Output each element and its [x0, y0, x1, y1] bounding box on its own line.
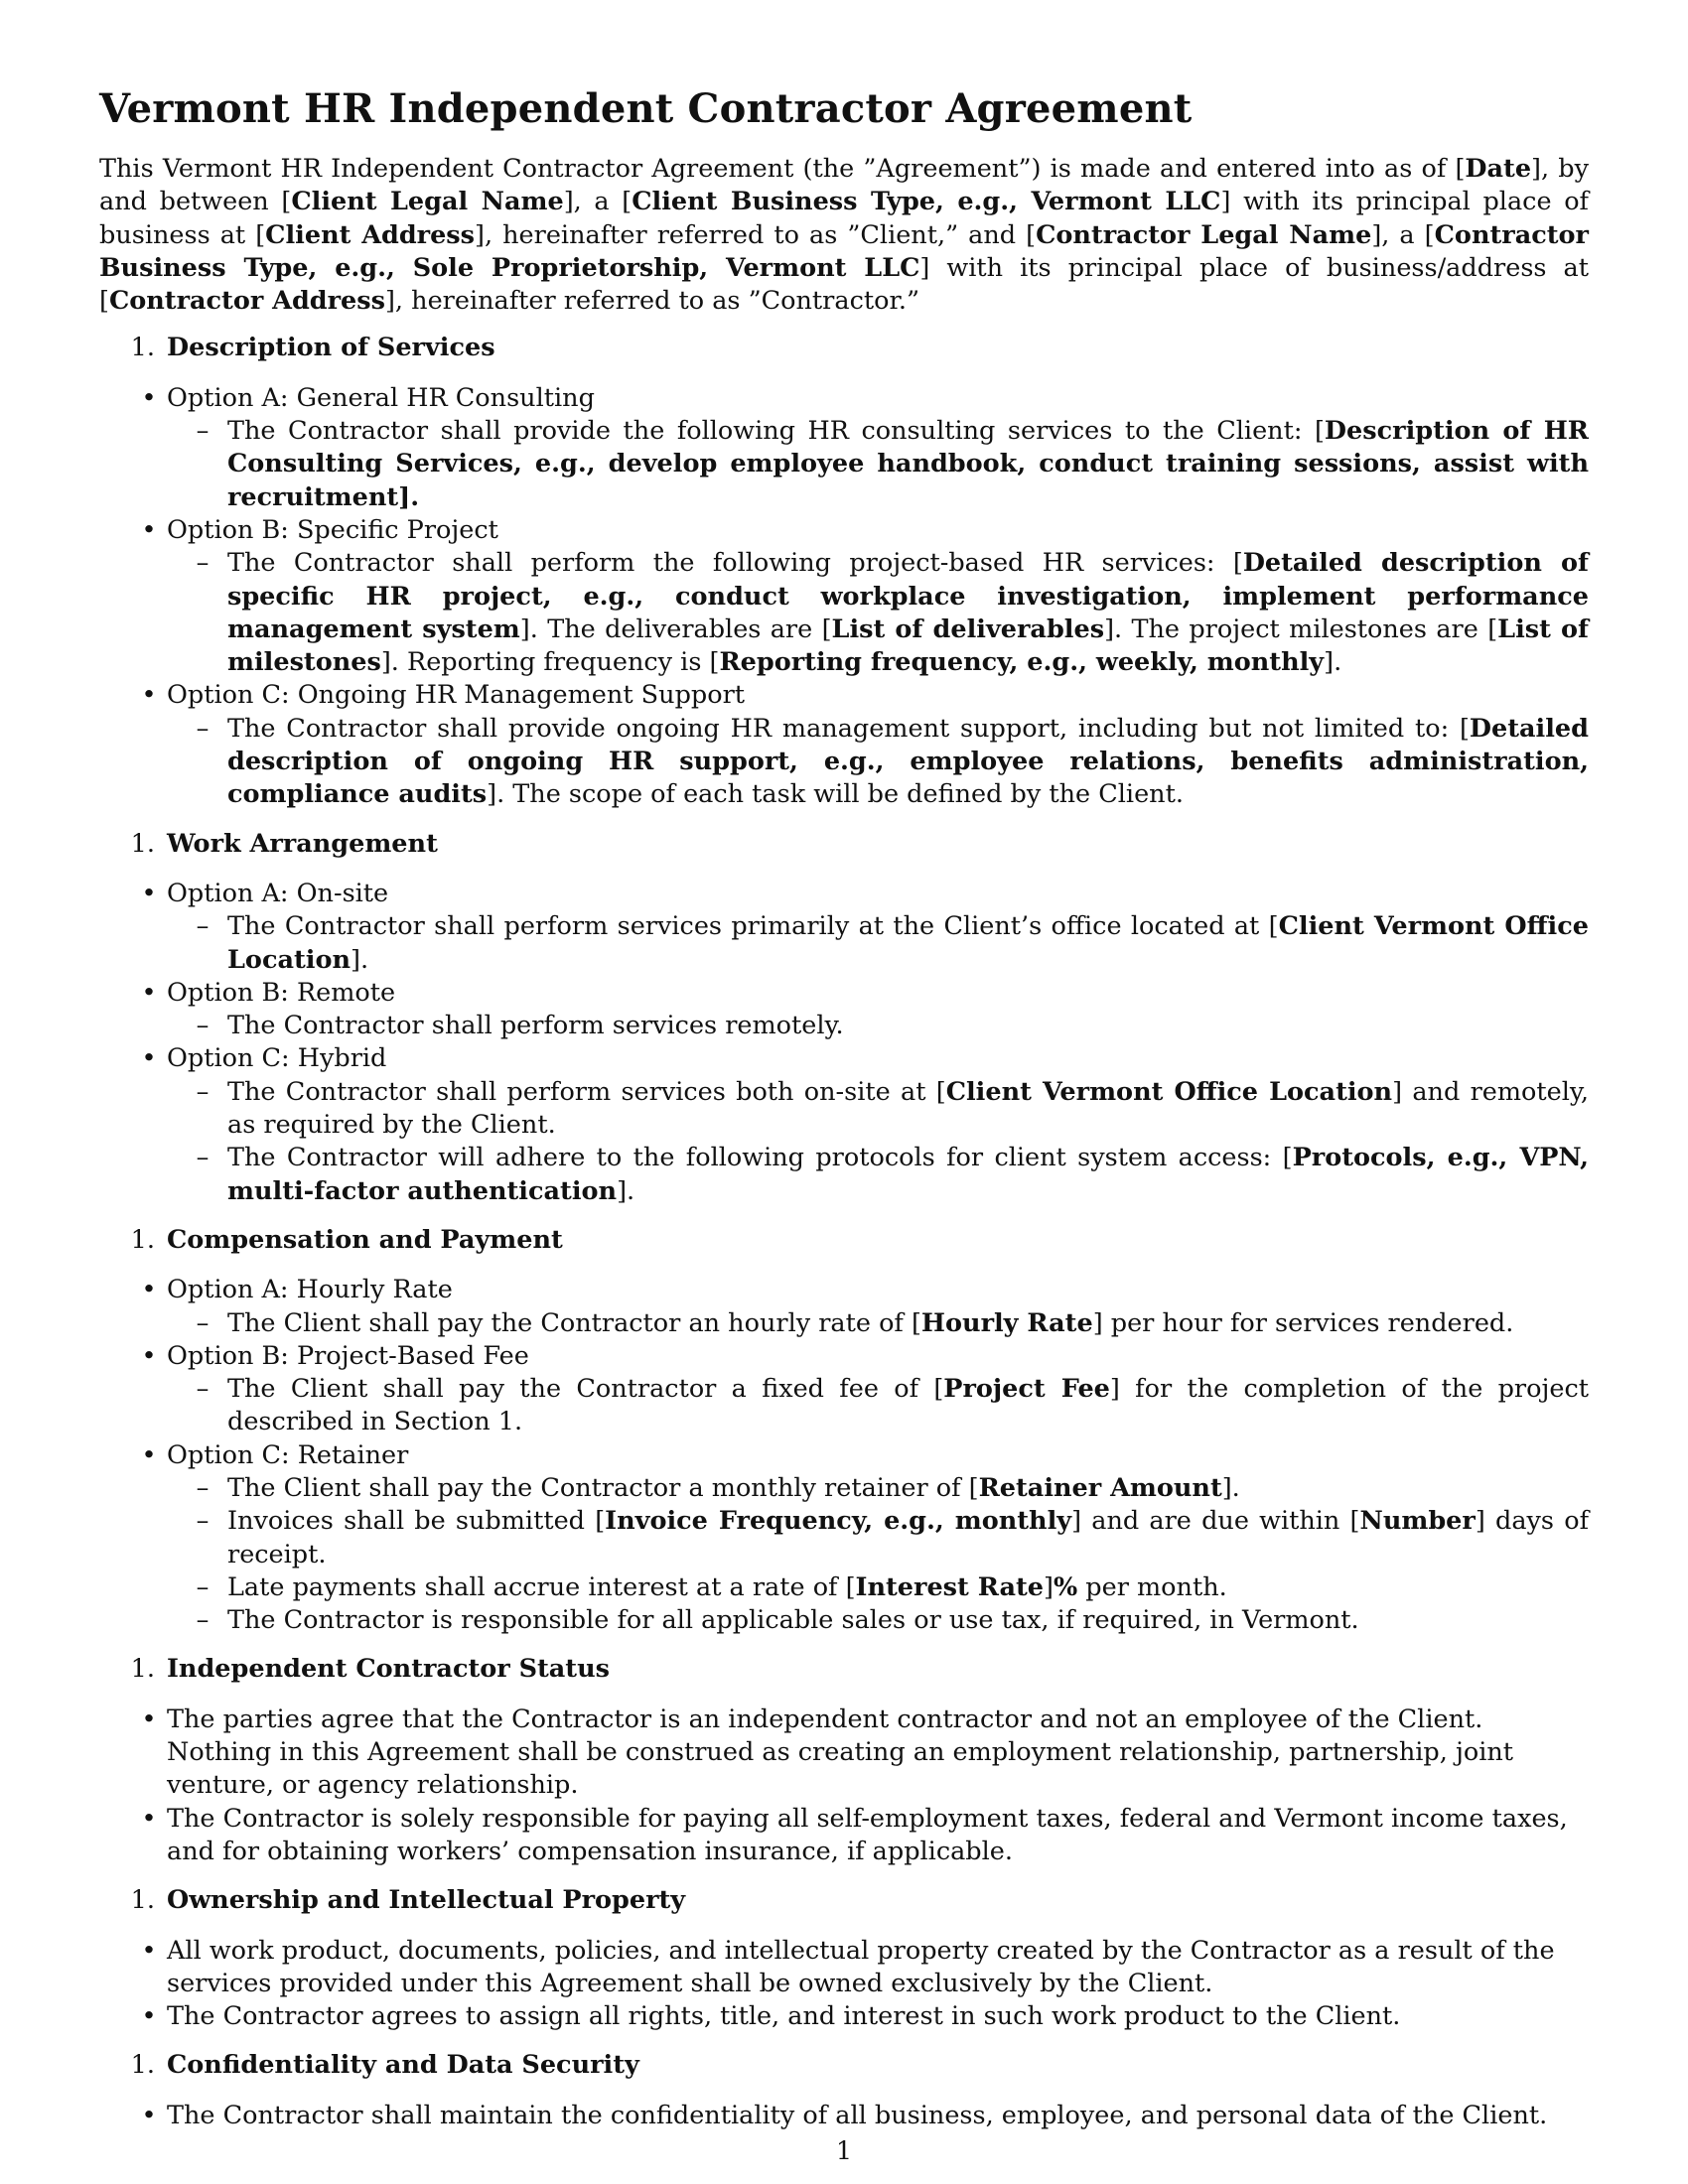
text-run: The Contractor shall provide ongoing HR management support, including but not limited to: [	[227, 713, 1470, 744]
sub-list	[167, 547, 1589, 679]
text-run: ], hereinafter referred to as ”Contractor.”	[384, 286, 919, 317]
section	[99, 828, 1589, 1208]
sub-list	[167, 910, 1589, 977]
text-run: The Contractor is responsible for all applicable sales or use tax, if required, in Vermont.	[227, 1605, 1359, 1636]
text-run: The Client shall pay the Contractor a monthly retainer of [	[227, 1472, 979, 1503]
list-item	[99, 382, 1589, 514]
text-run: ] per hour for services rendered.	[1092, 1307, 1514, 1338]
text-run: Late payments shall accrue interest at a rate of [	[227, 1571, 856, 1602]
section-title: Independent Contractor Status	[167, 1654, 610, 1685]
placeholder-field: Number	[1359, 1506, 1476, 1537]
section-number: 1.	[130, 1654, 155, 1685]
sub-list-item	[167, 415, 1589, 514]
sub-list-item	[167, 1505, 1589, 1571]
list-item	[99, 1935, 1589, 2001]
bullet-icon: •	[141, 1275, 157, 1305]
list-item	[99, 514, 1589, 679]
bullet-icon: •	[141, 1439, 157, 1470]
text-run: The Client shall pay the Contractor an hourly rate of [	[227, 1307, 921, 1338]
section-number: 1.	[130, 1224, 155, 1255]
dash-icon: –	[196, 1374, 210, 1405]
placeholder-field: Detailed description of specific HR project, e.g., conduct workplace investigation, implement performance management system	[227, 548, 1590, 644]
list-item-text	[167, 1043, 386, 1073]
text-run: The Contractor shall perform services remotely.	[227, 1011, 844, 1041]
placeholder-field: Project Fee	[943, 1374, 1110, 1405]
bullet-icon: •	[141, 1704, 157, 1734]
text-run: ] and remotely, as required by the Client.	[227, 1076, 1589, 1141]
intro-paragraph	[99, 153, 1589, 318]
text-run: Invoices shall be submitted [	[227, 1506, 606, 1537]
section-title: Compensation and Payment	[167, 1224, 563, 1255]
section-heading	[99, 2049, 1589, 2082]
list-item-text	[167, 1936, 1555, 1998]
placeholder-field: Interest Rate	[855, 1571, 1044, 1602]
list-item-text	[167, 1275, 453, 1304]
text-run: ] for the completion of the project described in Section 1.	[227, 1374, 1589, 1437]
sub-list-item	[167, 1307, 1589, 1340]
list-item	[99, 1704, 1589, 1803]
text-run: The Contractor is solely responsible for paying all self-employment taxes, federal and Vermont income taxes, and for obtaining workers’ compensation insurance, if applicable.	[167, 1803, 1568, 1866]
text-run: The Contractor agrees to assign all rights, title, and interest in such work product to the Client.	[167, 2001, 1401, 2032]
list-item	[99, 1042, 1589, 1207]
dash-icon: –	[196, 416, 210, 447]
dash-icon: –	[196, 1143, 210, 1173]
text-run: The Contractor will adhere to the following protocols for client system access: [	[227, 1143, 1293, 1173]
placeholder-field: Client Business Type, e.g., Vermont LLC	[632, 187, 1221, 217]
placeholder-field: Retainer Amount	[978, 1472, 1222, 1503]
text-run: per month.	[1077, 1571, 1227, 1602]
section-heading	[99, 332, 1589, 364]
sub-list	[167, 1307, 1589, 1340]
list-item-text	[167, 1705, 1513, 1801]
dash-icon: –	[196, 1605, 210, 1636]
section-title: Ownership and Intellectual Property	[167, 1885, 686, 1916]
section	[99, 1653, 1589, 1868]
text-run: The Contractor shall provide the following HR consulting services to the Client: [	[227, 416, 1325, 447]
section-title: Description of Services	[167, 333, 495, 363]
list-item-text	[167, 2101, 1547, 2130]
bullet-icon: •	[141, 514, 157, 545]
placeholder-field: Contractor Business Type, e.g., Sole Proprietorship, Vermont LLC	[99, 219, 1589, 283]
placeholder-field: Description of HR Consulting Services, e.g., develop employee handbook, conduct training sessions, assist with recruitment].	[227, 416, 1589, 512]
sub-list	[167, 1472, 1589, 1637]
placeholder-field: Hourly Rate	[920, 1307, 1093, 1338]
placeholder-field: Client Vermont Office Location	[227, 911, 1589, 975]
list-item	[99, 1439, 1589, 1638]
list-item	[99, 2000, 1589, 2033]
list-item	[99, 977, 1589, 1043]
text-run: ]	[1044, 1571, 1054, 1602]
dash-icon: –	[196, 1506, 210, 1537]
text-run: ], by and between [	[99, 154, 1589, 217]
placeholder-field: Protocols, e.g., VPN, multi-factor authentication	[227, 1143, 1589, 1206]
section	[99, 332, 1589, 811]
placeholder-field: Date	[1465, 154, 1532, 184]
document-page	[99, 85, 1589, 2148]
sub-list	[167, 415, 1589, 514]
text-run: ].	[1221, 1472, 1240, 1503]
bullet-icon: •	[141, 382, 157, 413]
sub-list	[167, 1373, 1589, 1439]
text-run: Option A: Hourly Rate	[167, 1275, 453, 1305]
list-item-text	[167, 383, 595, 413]
list-item-text	[167, 515, 498, 545]
section-number: 1.	[130, 333, 155, 363]
text-run: Option B: Specific Project	[167, 514, 498, 545]
dash-icon: –	[196, 713, 210, 744]
bullet-list	[99, 1935, 1589, 2034]
text-run: The parties agree that the Contractor is an independent contractor and not an employee of the Client. Nothing in this Agreement shall be construed as creating an employment relationship, partnership, joint venture, or agency relationship.	[167, 1704, 1514, 1801]
dash-icon: –	[196, 548, 210, 579]
text-run: ] days of receipt.	[227, 1506, 1590, 1570]
text-run: Option B: Remote	[167, 977, 396, 1008]
list-item	[99, 878, 1589, 977]
text-run: ].	[351, 944, 369, 975]
text-run: Option C: Ongoing HR Management Support	[167, 680, 746, 711]
sub-list-item	[167, 1010, 1589, 1042]
list-item	[99, 1803, 1589, 1869]
text-run: ]. The project milestones are [	[1104, 614, 1498, 644]
text-run: ].	[1324, 647, 1342, 678]
section-title: Work Arrangement	[167, 828, 438, 859]
text-run: ]. The deliverables are [	[519, 614, 832, 644]
bullet-list	[99, 878, 1589, 1208]
list-item-text	[167, 1341, 529, 1371]
text-run: The Contractor shall maintain the confidentiality of all business, employee, and personal data of the Client.	[167, 2100, 1548, 2130]
list-item-text	[167, 1804, 1568, 1866]
placeholder-field: Invoice Frequency, e.g., monthly	[605, 1506, 1072, 1537]
sub-list-item	[167, 1472, 1589, 1505]
section-number: 1.	[130, 2050, 155, 2081]
placeholder-field: Reporting frequency, e.g., weekly, monthly	[719, 647, 1325, 678]
text-run: ] with its principal place of business/address at [	[99, 252, 1589, 317]
sub-list-item	[167, 1571, 1589, 1604]
text-run: The Contractor shall perform services primarily at the Client’s office located at [	[227, 911, 1279, 942]
list-item	[99, 1340, 1589, 1439]
list-item	[99, 1274, 1589, 1340]
section-heading	[99, 1884, 1589, 1917]
text-run: All work product, documents, policies, and intellectual property created by the Contractor as a result of the services provided under this Agreement shall be owned exclusively by the Client.	[167, 1935, 1555, 1998]
document-title: Vermont HR Independent Contractor Agreement	[99, 85, 1193, 132]
text-run: ] with its principal place of business at [	[99, 187, 1590, 250]
section	[99, 1884, 1589, 2033]
text-run: ] and are due within [	[1071, 1506, 1360, 1537]
sub-list-item	[167, 1373, 1589, 1439]
sub-list-item	[167, 910, 1589, 977]
dash-icon: –	[196, 911, 210, 942]
list-item	[99, 2100, 1589, 2132]
section-number: 1.	[130, 828, 155, 859]
list-item-text	[167, 1440, 408, 1470]
section-title: Confidentiality and Data Security	[167, 2050, 639, 2081]
sub-list	[167, 713, 1589, 812]
bullet-list	[99, 1274, 1589, 1637]
text-run: ]. The scope of each task will be defined by the Client.	[487, 779, 1184, 810]
placeholder-field: Contractor Address	[108, 286, 385, 317]
sub-list	[167, 1076, 1589, 1208]
sub-list	[167, 1010, 1589, 1042]
sub-list-item	[167, 1076, 1589, 1143]
sub-list-item	[167, 713, 1589, 812]
bullet-icon: •	[141, 680, 157, 711]
sub-list-item	[167, 1142, 1589, 1208]
text-run: This Vermont HR Independent Contractor Agreement (the ”Agreement”) is made and entered into as of [	[99, 154, 1466, 184]
dash-icon: –	[196, 1571, 210, 1602]
dash-icon: –	[196, 1307, 210, 1338]
section-heading	[99, 828, 1589, 861]
dash-icon: –	[196, 1011, 210, 1041]
bullet-icon: •	[141, 1935, 157, 1966]
bullet-list	[99, 1704, 1589, 1868]
placeholder-field: Client Vermont Office Location	[945, 1076, 1393, 1107]
page-number: 1	[835, 2136, 853, 2166]
placeholder-field: Detailed description of ongoing HR support, e.g., employee relations, benefits administration, compliance audits	[227, 713, 1589, 810]
dash-icon: –	[196, 1472, 210, 1503]
bullet-list	[99, 382, 1589, 812]
bullet-icon: •	[141, 1043, 157, 1074]
sub-list-item	[167, 1604, 1589, 1637]
text-run: ].	[617, 1175, 635, 1206]
bullet-icon: •	[141, 977, 157, 1008]
text-run: Option A: On-site	[167, 878, 389, 908]
section-number: 1.	[130, 1885, 155, 1916]
bullet-icon: •	[141, 878, 157, 908]
placeholder-field: Contractor Legal Name	[1036, 219, 1372, 250]
placeholder-field: %	[1053, 1571, 1078, 1602]
bullet-icon: •	[141, 2100, 157, 2130]
dash-icon: –	[196, 1076, 210, 1107]
placeholder-field: Client Address	[265, 219, 476, 250]
list-item-text	[167, 680, 745, 710]
list-item-text	[167, 978, 395, 1008]
placeholder-field: Client Legal Name	[291, 187, 564, 217]
placeholder-field: List of deliverables	[831, 614, 1105, 644]
text-run: The Contractor shall perform services both on-site at [	[227, 1076, 946, 1107]
text-run: Option C: Retainer	[167, 1439, 409, 1470]
text-run: Option B: Project-Based Fee	[167, 1340, 529, 1371]
sub-list-item	[167, 547, 1589, 679]
section-heading	[99, 1653, 1589, 1686]
text-run: The Contractor shall perform the following project-based HR services: [	[227, 548, 1243, 579]
text-run: The Client shall pay the Contractor a fixed fee of [	[227, 1374, 944, 1405]
section	[99, 1224, 1589, 1638]
section	[99, 2049, 1589, 2132]
bullet-list	[99, 2100, 1589, 2132]
text-run: ], a [	[1371, 219, 1435, 250]
list-item-text	[167, 2001, 1400, 2031]
sections-container	[99, 332, 1589, 2132]
section-heading	[99, 1224, 1589, 1257]
text-run: ], a [	[563, 187, 633, 217]
text-run: Option C: Hybrid	[167, 1043, 387, 1074]
bullet-icon: •	[141, 1340, 157, 1371]
placeholder-field: List of milestones	[227, 614, 1590, 678]
text-run: Option A: General HR Consulting	[167, 382, 595, 413]
bullet-icon: •	[141, 1803, 157, 1834]
text-run: ]. Reporting frequency is [	[380, 647, 720, 678]
bullet-icon: •	[141, 2001, 157, 2032]
list-item	[99, 679, 1589, 811]
text-run: ], hereinafter referred to as ”Client,” and [	[475, 219, 1037, 250]
list-item-text	[167, 879, 388, 908]
